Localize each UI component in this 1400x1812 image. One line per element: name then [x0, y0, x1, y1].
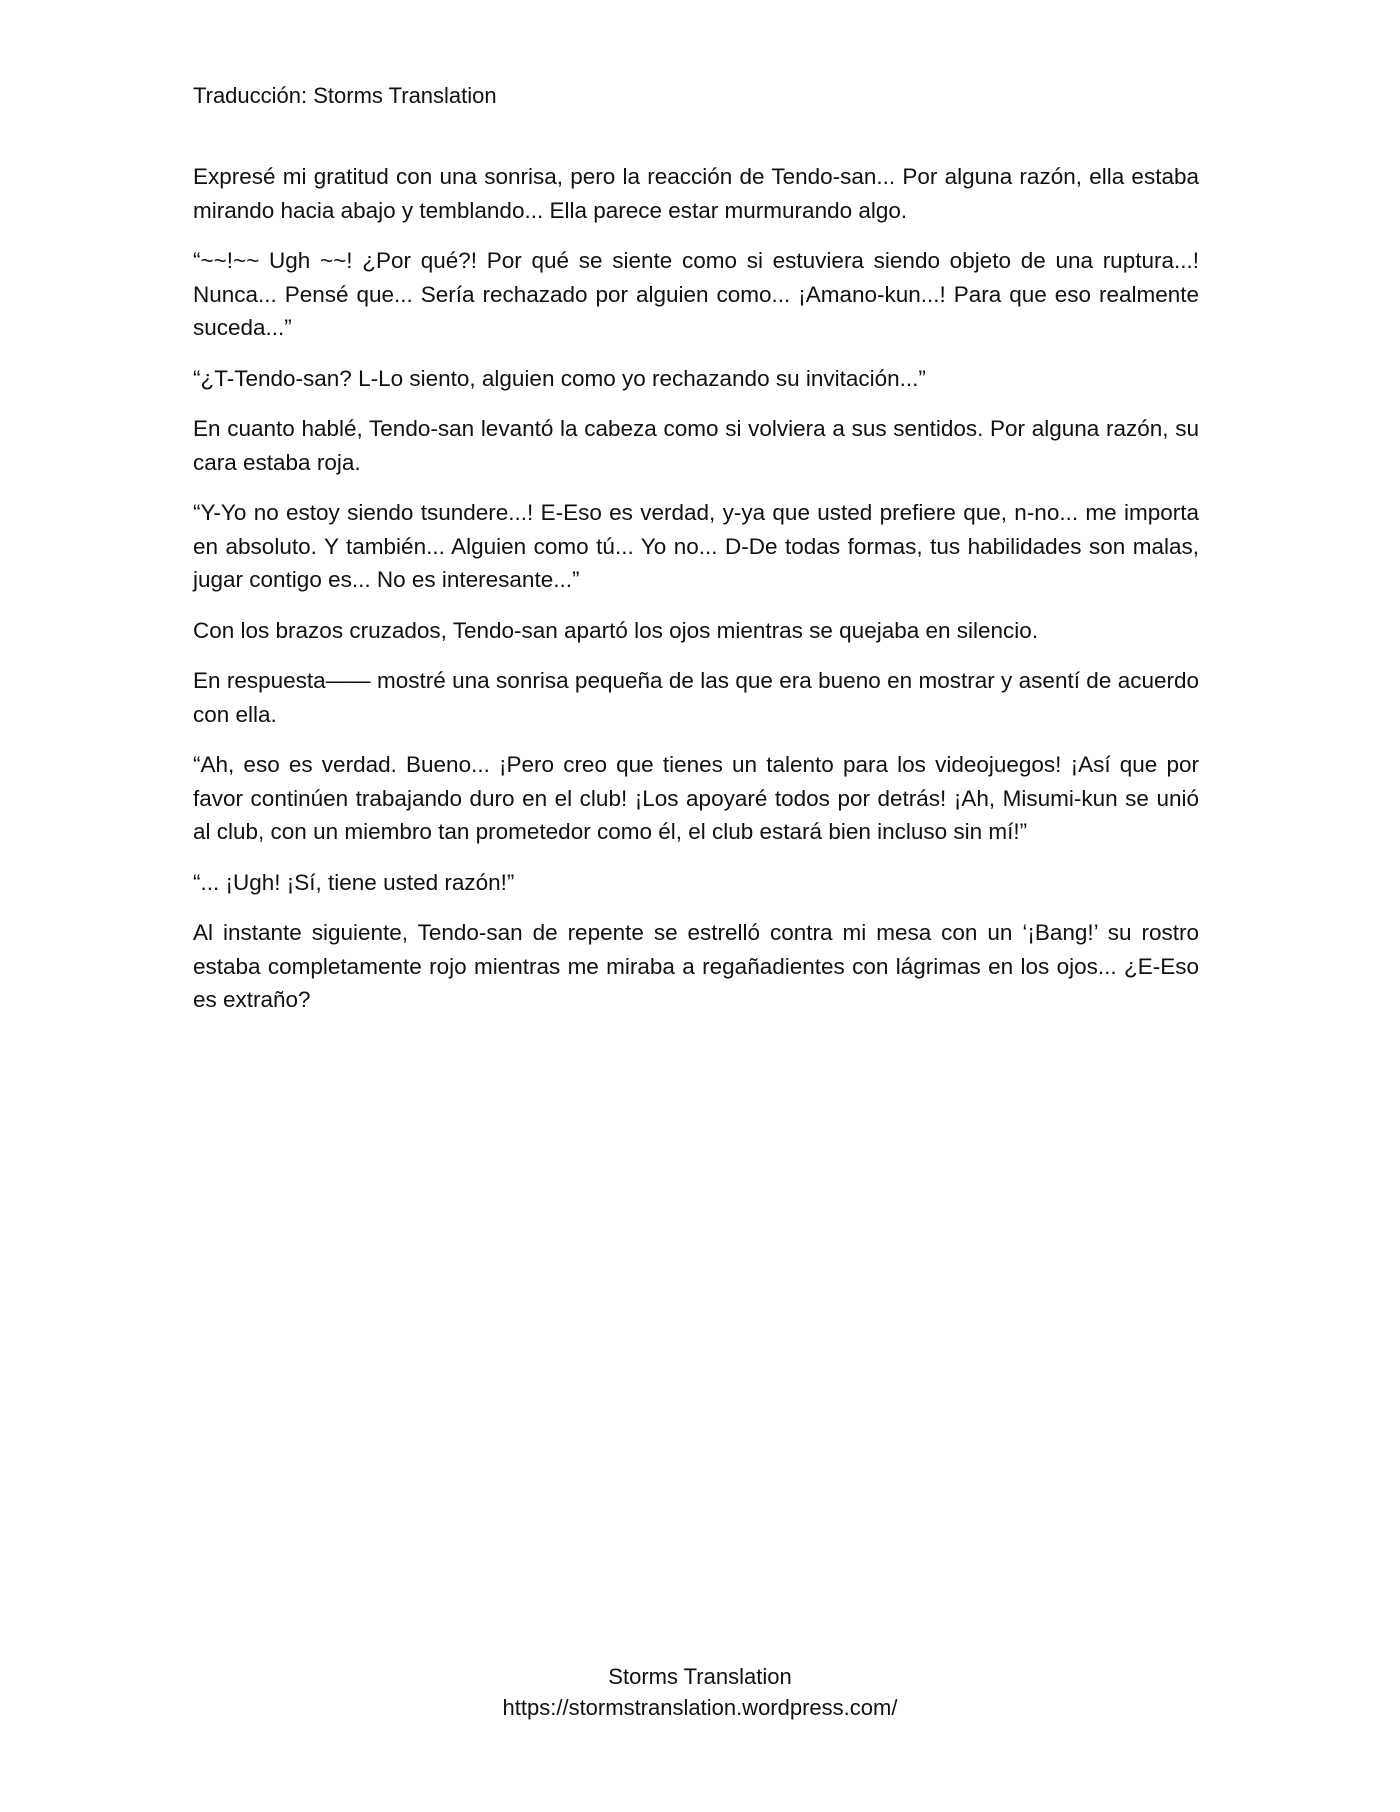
paragraph: En cuanto hablé, Tendo-san levantó la cabeza como si volviera a sus sentidos. Por alguna razón, su cara estaba roja. — [193, 416, 1199, 475]
paragraph: “... ¡Ugh! ¡Sí, tiene usted razón!” — [193, 869, 515, 895]
footer-url: https://stormstranslation.wordpress.com/ — [502, 1695, 898, 1720]
document-body — [193, 160, 1199, 1034]
paragraph: “Ah, eso es verdad. Bueno... ¡Pero creo que tienes un talento para los videojuegos! ¡Así que por favor continúen trabajando duro en el club! ¡Los apoyaré todos por detrás! ¡Ah, Misumi-kun se unió al club, con un miembro tan prometedor como él, el club estará bien incluso sin mí!” — [193, 752, 1199, 844]
paragraph: En respuesta—— mostré una sonrisa pequeña de las que era bueno en mostrar y asentí de acuerdo con ella. — [193, 668, 1199, 727]
translation-credit: Traducción: Storms Translation — [193, 83, 497, 108]
paragraph: “¿T-Tendo-san? L-Lo siento, alguien como yo rechazando su invitación...” — [193, 365, 926, 391]
footer-site-name: Storms Translation — [608, 1664, 792, 1689]
paragraph: “~~!~~ Ugh ~~! ¿Por qué?! Por qué se siente como si estuviera siendo objeto de una ruptura...! Nunca... Pensé que... Sería rechazado por alguien como... ¡Amano-kun...! Para que eso realmente suceda...” — [193, 248, 1199, 340]
paragraph: Expresé mi gratitud con una sonrisa, pero la reacción de Tendo-san... Por alguna razón, ella estaba mirando hacia abajo y temblando... Ella parece estar murmurando algo. — [193, 164, 1199, 223]
paragraph: “Y-Yo no estoy siendo tsundere...! E-Eso es verdad, y-ya que usted prefiere que, n-no... me importa en absoluto. Y también... Alguien como tú... Yo no... D-De todas formas, tus habilidades son malas, jugar contigo es... No es interesante...” — [193, 500, 1199, 592]
paragraph: Con los brazos cruzados, Tendo-san apartó los ojos mientras se quejaba en silencio. — [193, 617, 1039, 643]
paragraph: Al instante siguiente, Tendo-san de repente se estrelló contra mi mesa con un ‘¡Bang!’ su rostro estaba completamente rojo mientras me miraba a regañadientes con lágrimas en los ojos... ¿E-Eso es extraño? — [193, 920, 1199, 1012]
page-footer — [0, 1661, 1400, 1723]
